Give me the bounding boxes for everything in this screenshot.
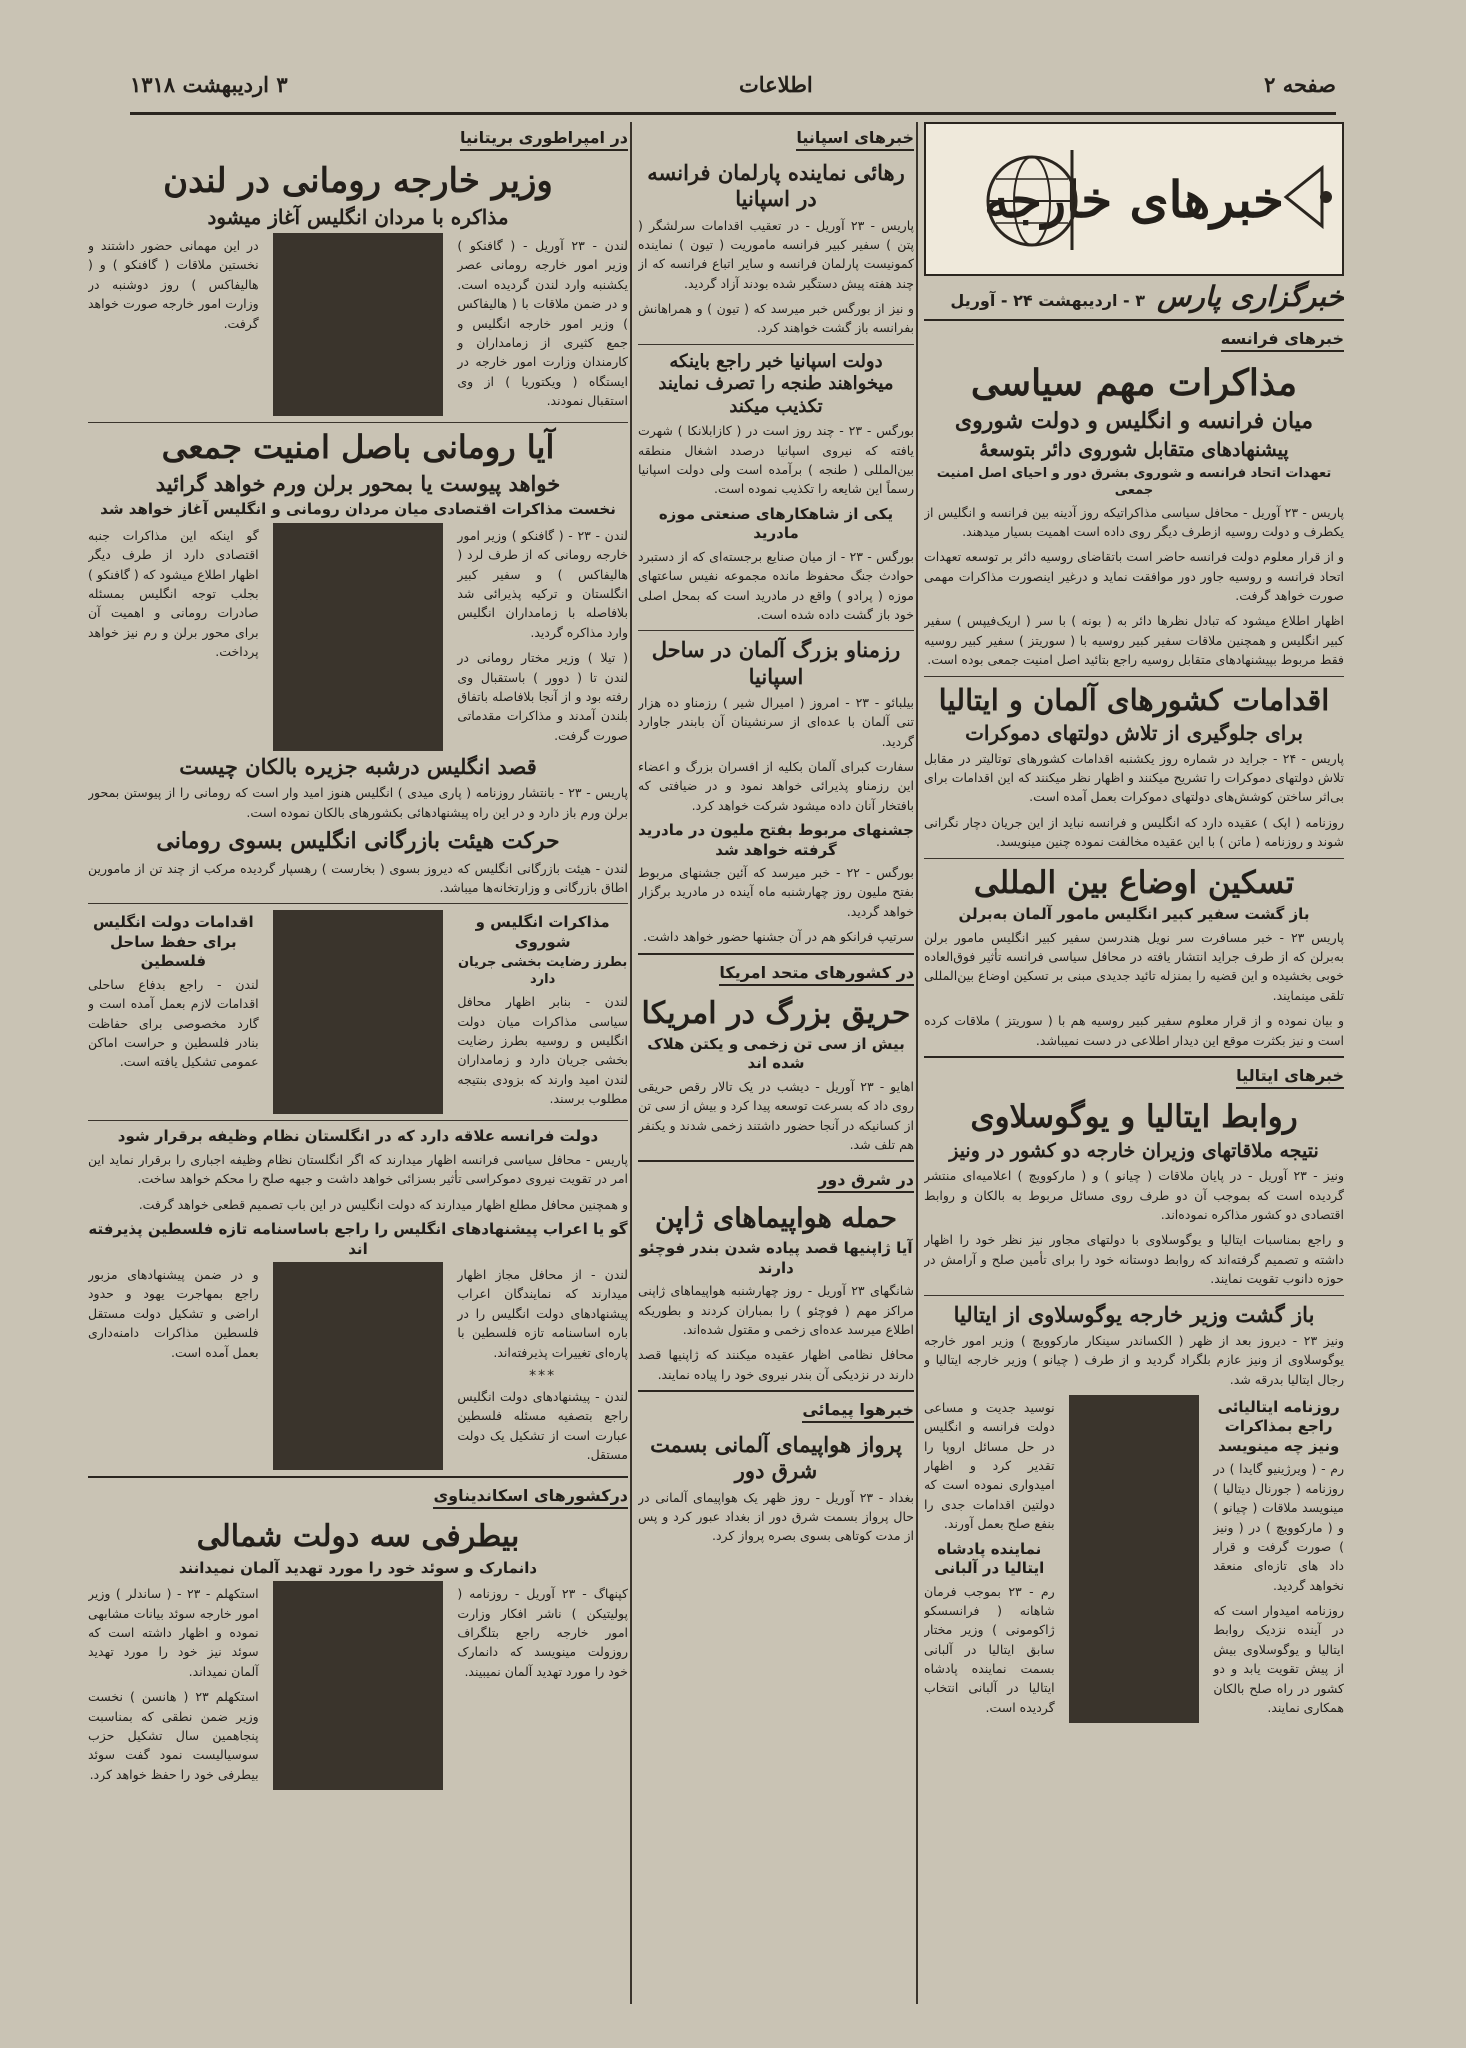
section-tag-italy: خبرهای ایتالیا — [1236, 1064, 1344, 1089]
article-paragraph: پاریس - ۲۳ آوریل - محافل سیاسی مذاکراتیکه روز آدینه بین فرانسه و انگلیس از یکطرف و دولت روسیه ازطرف دیگر روی داده است اهمیت بسیار میدهند. — [924, 504, 1344, 539]
article-paragraph: اهایو - ۲۳ آوریل - دیشب در یک تالار رقص حریقی روی داد که بسرعت توسعه پیدا کرد و بیش از سی تن از کسانیکه در آنجا حضور داشتند زخمی شدند و یکنفر هم تلف شد. — [638, 1078, 914, 1153]
headline-italy: روابط ایتالیا و یوگوسلاوی — [970, 1098, 1298, 1135]
article-paragraph: سرتیپ فرانکو هم در آن جشنها حضور خواهد داشت. — [643, 929, 914, 945]
bottom-split — [924, 1395, 1344, 1723]
article-paragraph: لندن - بنابر اظهار محافل سیاسی مذاکرات میان دولت انگلیس و روسیه بطرز رضایت بخشی جریان دارد و زمامداران لندن امید وارند که بزودی بنتیجه مطلوب برسند. — [457, 994, 628, 1107]
divider — [638, 630, 914, 631]
left-column — [88, 122, 628, 2004]
headline-germany-italy: اقدامات کشورهای آلمان و ایتالیا — [938, 682, 1330, 717]
article-paragraph: ونیز ۲۳ - دیروز بعد از ظهر ( الکساندر سینکار مارکوویچ ) وزیر امور خارجه یوگوسلاوی از ونیز عازم بلگراد گردید و از طرف ( چیانو ) وزیر خارجه ایتالیا و رجال ایتالیا بدرقه شد. — [924, 1332, 1344, 1387]
headline-arabs: گو یا اعراب پیشنهادهای انگلیس را راجع باساسنامه تازه فلسطین پذیرفته اند — [88, 1220, 628, 1258]
article-paragraph: استکهلم ۲۳ ( هانسن ) نخست وزیر ضمن نطقی که بمناسبت پنجاهمین سال تشکیل حزب سوسیالیست نمود گفت سوئد بیطرفی خود را حفظ خواهد کرد. — [88, 1689, 259, 1782]
headline-return: باز گشت وزیر خارجه یوگوسلاوی از ایتالیا — [953, 1301, 1315, 1327]
two-col-block — [88, 1262, 628, 1470]
foreign-news-masthead — [924, 122, 1344, 276]
headline-warship: رزمناو بزرگ آلمان در ساحل اسپانیا — [651, 637, 901, 689]
header-rule — [130, 112, 1336, 115]
article-paragraph: و راجع بمناسبات ایتالیا و یوگوسلاوی با دولتهای مجاور نیز نظر خود را اظهار داشته و تصمیم گرفته‌اند که روابط دوستانه خود را برای تأمین صلح و آرامش در حوزه دانوب تقویت نمایند. — [924, 1232, 1344, 1287]
column-rule — [630, 122, 632, 2004]
subhead-collective-security: خواهد پیوست یا بمحور برلن ورم خواهد گرائید — [155, 471, 561, 497]
headline-king-rep: نماینده پادشاه ایتالیا در آلبانی — [934, 1539, 1045, 1577]
agency-line — [924, 280, 1344, 313]
headline-negotiations: مذاکرات مهم سیاسی — [970, 362, 1298, 404]
section-tag-scandinavia: درکشورهای اسکاندیناوی — [433, 1484, 628, 1509]
article-paragraph: پاریس - ۲۴ - جراید در شماره روز یکشنبه اقدامات کشورهای توتالیتر در مقابل تلاش دولتهای دموکرات را تشریح میکنند و اظهار نظر میکنند که این اقدامات برای بی‌اثر ساختن کوشش‌های دولتهای دموکرات بعمل آمده است. — [924, 750, 1344, 805]
article-paragraph: روزنامه امیدوار است که در آینده نزدیک روابط ایتالیا و یوگوسلاوی بیش از پیش تقویت یابد و دو کشور در راه صلح بالکان همکاری نمایند. — [1213, 1603, 1344, 1715]
article-paragraph: روزنامه ( اپک ) عقیده دارد که انگلیس و فرانسه نباید از این جریان دچار نگرانی شوند و روزنامه ( ماتن ) با این عقیده مخالفت نموده چنین مینویسد. — [924, 814, 1344, 850]
article-paragraph: استکهلم - ۲۳ - ( ساندلر ) وزیر امور خارجه سوئد بیانات مشابهی نموده و اظهار داشته است که سوئد نیز خود را مورد تهدید آلمان نمیداند. — [88, 1586, 259, 1679]
split-rule — [273, 233, 444, 416]
subhead-fire: بیش از سی تن زخمی و یکتن هلاک شده اند — [647, 1034, 905, 1073]
headline-fire: حریق بزرگ در امریکا — [641, 995, 911, 1031]
article-paragraph: لندن - پیشنهادهای دولت انگلیس راجع بتصفیه مسئله فلسطین عبارت است از تشکیل یک دولت مستقل. — [457, 1388, 628, 1463]
agency-name: خبرگزاری پارس — [1157, 280, 1344, 313]
article-paragraph: بغداد - ۲۳ آوریل - روز ظهر یک هواپیمای آلمانی در حال پرواز بسمت شرق دور از بغداد عبور کرد و پس از مدت کوتاهی بسوی بصره پرواز کرد. — [638, 1489, 914, 1544]
article-paragraph: لندن - هیئت بازرگانی انگلیس که دیروز بسوی ( بخارست ) رهسپار گردیده مرکب از چند تن از مامورین اطاق بازرگانی و وزارتخانه‌ها میباشد. — [88, 860, 628, 895]
article-paragraph: و از قرار معلوم دولت فرانسه حاضر است باتقاضای روسیه دائر بر توسعه تعهدات اتحاد فرانسه و روسیه جاور دور موافقت نماید و درغیر اینصورت مذاکرات مهمی صورت خواهد گرفت. — [924, 549, 1344, 603]
headline-calm: تسکین اوضاع بین المللی — [973, 864, 1295, 901]
article-paragraph: و بیان نموده و از قرار معلوم سفیر کبیر روسیه هم با ( سوریتز ) ملاقات کرده است و نیز بکثرت موقع این دیدار اطلاعی در دست نمیباشد. — [924, 1013, 1344, 1048]
gramophone-horn-icon — [1282, 162, 1336, 232]
issue-date: ۳ اردیبهشت ۱۳۱۸ — [130, 71, 288, 97]
subhead-romania-london: مذاکره با مردان انگلیس آغاز میشود — [207, 205, 509, 230]
headline-soviet: مذاکرات انگلیس و شوروی — [475, 913, 610, 951]
article-paragraph: پاریس - ۲۳ آوریل - در تعقیب اقدامات سرلشگر ( پتن ) سفیر کبیر فرانسه ماموریت ( تیون ) نماینده کمونیست پارلمان فرانسه و سایر اتباع فرانسه که از چند هفته پیش دستگیر شده بودند آزاد گردید. — [638, 217, 914, 291]
split-right — [1213, 1395, 1344, 1723]
article-paragraph: پاریس - محافل سیاسی فرانسه اظهار میدارند که اگر انگلستان نظام وظیفه اجباری را برقرار نماید این امر در تقویت نیروی دموکراسی تأثیر بسزائی خواهد داشت و جبهه صلح را محکم خواهد ساخت. — [88, 1151, 628, 1187]
subhead-germany-italy: برای جلوگیری از تلاش دولتهای دموکرات — [965, 720, 1303, 745]
section-tag-spain: خبرهای اسپانیا — [796, 126, 914, 151]
article-paragraph: در این مهمانی حضور داشتند و نخستین ملاقات ( گافنکو ) و ( هالیفاکس ) روز دوشنبه در وزارت امور خارجه صورت خواهد گرفت. — [88, 238, 259, 331]
subhead-italy: نتیجه ملاقاتهای وزیران خارجه دو کشور در ونیز — [949, 1139, 1319, 1162]
subhead-soviet: بطرز رضایت بخشی جریان دارد — [458, 955, 628, 988]
article-paragraph: رم - ۲۳ بموجب فرمان شاهانه ( فرانسسکو ژاکومونی ) وزیر مختار سابق ایتالیا در آلبانی بسمت نماینده پادشاه ایتالیا در آلبانی انتخاب گردیده است. — [924, 1583, 1055, 1715]
agency-dateline: ۳ - اردیبهشت ۲۴ - آوریل — [950, 291, 1146, 310]
headline-flight: پرواز هواپیمای آلمانی بسمت شرق دور — [650, 1432, 902, 1484]
article-paragraph: لندن - ۲۳ آوریل - ( گافنکو ) وزیر امور خارجه رومانی عصر یکشنبه وارد لندن گردیده است. و در ضمن ملاقات با ( هالیفاکس ) وزیر امور خارجه انگلیس و جمع کثیری از زمامداران و کارمندان وزارت امور خارجه در ایستگاه ( ویکتوریا ) از وی استقبال نمودند. — [457, 238, 628, 409]
two-col-block — [88, 523, 628, 751]
headline-palestine-coast: اقدامات دولت انگلیس برای حفظ ساحل فلسطین — [92, 913, 254, 971]
article-paragraph: ونیز - ۲۳ آوریل - در پایان ملاقات ( چیانو ) و ( مارکوویچ ) اعلامیه‌ای منتشر گردیده است که بموجب آن دو طرف روی مسائل مربوط به بالکان و روابط اقتصادی دو کشور مذاکره نموده‌اند. — [924, 1168, 1344, 1222]
page-number: صفحه ۲ — [1264, 71, 1336, 97]
subhead-negotiations: میان فرانسه و انگلیس و دولت شوروی — [954, 408, 1314, 435]
article-paragraph: گو اینکه این مذاکرات جنبه اقتصادی دارد از طرف دیگر اظهار اطلاع میشود که ( گافنکو ) بجلب توجه انگلیس بمسئله صادرات رومانی و اهمیت آن برای محور برلن و رم نیز خواهد پرداخت. — [88, 527, 259, 660]
section-tag-aviation: خبرهوا پیمائی — [802, 1398, 914, 1423]
article-paragraph: پاریس ۲۳ - خبر مسافرت سر نویل هندرسن سفیر کبیر انگلیس مامور برلن به‌برلن که از طرف جراید انتشار یافته در محافل سیاسی فرانسه تأثیر فوق‌العاده خوبی بخشیده و این قضیه را بمنزله تائید جدیدی مبنی بر تسکین اوضاع بین‌المللی تلقی مینمایند. — [924, 929, 1344, 1003]
headline-balkans: قصد انگلیس درشبه جزیره بالکان چیست — [179, 754, 537, 780]
article-paragraph: و همچنین محافل مطلع اظهار میدارند که دولت انگلیس در این باب تصمیم قطعی خواهد گرفت. — [138, 1196, 628, 1212]
article-paragraph: بورگس - ۲۳ - چند روز است در ( کازابلانکا ) شهرت یافته که نیروی اسپانیا درصدد اشغال منطقه بین‌المللی ( طنجه ) برآمده است ولی دولت اسپانیا رسماً این شایعه را تکذیب نموده است. — [638, 423, 914, 497]
headline-collective-security: آیا رومانی باصل امنیت جمعی — [161, 428, 555, 467]
article-paragraph: لندن - راجع بدفاع ساحلی اقدامات لازم بعمل آمده است و گارد مخصوصی برای حفاظت بنادر فلسطین و حراست اماکن عمومی تشکیل یافته است. — [88, 976, 259, 1070]
headline-museum: یکی از شاهکارهای صنعتی موزه مادرید — [658, 504, 894, 543]
globe-icon — [972, 146, 1092, 256]
right-column — [924, 122, 1344, 2004]
separator-stars: *** — [529, 1367, 557, 1384]
subhead-collective-security-2: نخست مذاکرات اقتصادی میان مردان رومانی و انگلیس آغاز خواهد شد — [100, 500, 616, 519]
headline-neutrality: بیطرفی سه دولت شمالی — [196, 1519, 520, 1555]
article-paragraph: بورگس - ۲۲ - خبر میرسد که آئین جشنهای مربوط بفتح ملیون روز چهارشنبه ماه آینده در مادرید برگزار خواهد گردید. — [638, 865, 914, 919]
article-paragraph: و در ضمن پیشنهادهای مزبور راجع بمهاجرت یهود و حدود اراضی و تشکیل دولت مستقل فلسطین مذاکرات دامنه‌داری بعمل آمده است. — [88, 1267, 259, 1360]
split-rule — [273, 1581, 444, 1790]
section-tag-france: خبرهای فرانسه — [1221, 327, 1344, 352]
article-paragraph: بورگس - ۲۳ - از میان صنایع برجسته‌ای که از دستبرد حوادث جنگ محفوظ مانده مجموعه نفیس ساعتهای موزه ( پرادو ) واقع در مادرید است که بمحل اصلی خود باز گشت داده شده است. — [638, 548, 914, 622]
headline-italian-press: روزنامه ایتالیائی راجع بمذاکرات ونیز چه مینویسد — [1217, 1397, 1340, 1455]
split-rule — [273, 523, 444, 751]
article-paragraph: و نیز از بورگس خبر میرسد که ( تیون ) و همراهانش بفرانسه باز گشت خواهند کرد. — [638, 301, 914, 336]
article-paragraph: ( تیلا ) وزیر مختار رومانی در لندن تا ( دوور ) باستقبال وی رفته بود و از آنجا بلافاصله باتفاق بلندن آمدند و مذاکرات مقدماتی صورت گرفت. — [457, 650, 628, 743]
article-paragraph: لندن - ۲۳ - ( گافنکو ) وزیر امور خارجه رومانی که از طرف لرد ( هالیفاکس ) و سفیر کبیر انگلستان و ترکیه پذیرائی شد بلافاصله با زمامداران انگلیس وارد مذاکره گردید. — [457, 527, 628, 640]
two-col-block — [88, 1581, 628, 1790]
article-paragraph: بیلبائو - ۲۳ - امروز ( امیرال شیر ) رزمناو ده هزار تنی آلمان با عده‌ای از سرنشینان آن بابندر جاوارد گردید. — [638, 694, 914, 749]
section-tag-far-east: در شرق دور — [818, 1168, 914, 1193]
page-header — [130, 64, 1336, 104]
divider — [638, 344, 914, 345]
subhead-air-attack: آیا ژاپنیها قصد پیاده شدن بندر فوچئو دارند — [639, 1239, 913, 1277]
divider — [924, 858, 1344, 859]
subhead-calm: باز گشت سفیر کبیر انگلیس مامور آلمان به‌برلن — [958, 905, 1310, 924]
two-col-block — [88, 233, 628, 416]
column-rule — [916, 122, 918, 2004]
subhead-negotiations-3: تعهدات اتحاد فرانسه و شوروی بشرق دور و احیای اصل امنیت جمعی — [936, 465, 1332, 498]
headline-romania-london: وزیر خارجه رومانی در لندن — [163, 161, 553, 201]
article-paragraph: لندن - از محافل مجاز اظهار میدارند که نمایندگان اعراب پیشنهادهای دولت انگلیس را در باره اساسنامه تازه فلسطین با پاره‌ای تغییرات پذیرفته‌اند. — [457, 1267, 628, 1360]
article-paragraph: محافل نظامی اظهار عقیده میکنند که ژاپنیها قصد دارند در نزدیکی آن بندر نیروی خود را پیاده نمایند. — [638, 1347, 914, 1382]
divider — [924, 676, 1344, 677]
article-paragraph: اظهار اطلاع میشود که تبادل نظرها دائر به ( بونه ) با سر ( اریک‌فیپس ) سفیر کبیر انگلیس و همچنین ملاقات سفیر کبیر روسیه با ( سوریتز ) سفیر کبیر روسیه فقط مربوط بپیشنهادهای متقابل روسیه راجع بتائید اصل امنیت جمعی بوده است. — [924, 613, 1344, 668]
article-paragraph: سفارت کبرای آلمان بکلیه از افسران بزرگ و اعضاء این رزمناو پذیرائی خواهد نمود و در ضیافتی که بافتخار آنان داده میشود شرکت خواهد کرد. — [638, 758, 914, 813]
headline-air-attack: حمله هواپیماهای ژاپن — [655, 1203, 897, 1235]
divider — [88, 422, 628, 423]
middle-column — [638, 122, 914, 2004]
subhead-neutrality: دانمارک و سوئد خود را مورد تهدید آلمان نمیدانند — [178, 1558, 538, 1577]
article-paragraph: پاریس - ۲۳ - بانتشار روزنامه ( پاری میدی ) انگلیس هنوز امید وار است که رومانی را از پیوستن بمحور برلن ورم باز دارد و در این راه پیشنهادهائی بکشورهای بالکان نموده است. — [88, 785, 628, 820]
article-paragraph: نوسید جدیت و مساعی دولت فرانسه و انگلیس در حل مسائل اروپا را تقدیر کرد و اظهار امیدواری نموده است که دولتین اقدامات جدی را بنفع صلح بعمل آورند. — [924, 1399, 1055, 1532]
subhead-negotiations-2: پیشنهادهای متقابل شوروی دائر بتوسعهٔ — [979, 438, 1289, 461]
two-col-block — [88, 910, 628, 1114]
split-rule — [273, 910, 444, 1114]
divider — [924, 1295, 1344, 1296]
masthead-title: خبرهای خارجه — [984, 169, 1284, 229]
headline-tangier: دولت اسپانیا خبر راجع باینکه میخواهند طنجه را تصرف نمایند تکذیب میکند — [658, 350, 894, 417]
headline-trade-mission: حرکت هیئت بازرگانی انگلیس بسوی رومانی — [156, 828, 560, 855]
paper-name: اطلاعات — [738, 71, 813, 97]
divider — [88, 903, 628, 904]
split-left — [924, 1395, 1055, 1723]
split-rule — [273, 1262, 444, 1470]
headline-conscription: دولت فرانسه علاقه دارد که در انگلستان نظام وظیفه برقرار شود — [117, 1127, 599, 1146]
headline-celebration: جشنهای مربوط بفتح ملیون در مادرید گرفته خواهد شد — [638, 821, 914, 859]
divider — [88, 1120, 628, 1121]
section-tag-america: در کشورهای متحد امریکا — [719, 961, 914, 986]
section-tag-empire: در امپراطوری بریتانیا — [460, 126, 628, 151]
article-paragraph: رم - ( ویرژینیو گایدا ) در روزنامه ( جورنال دیتالیا ) مینویسد ملاقات ( چیانو ) و ( مارکوویچ ) در ( ونیز ) صورت گرفت و قرار داد های تازه‌ای منعقد نخواهد گردید. — [1213, 1461, 1344, 1593]
headline-release: رهائی نماینده پارلمان فرانسه در اسپانیا — [647, 160, 905, 212]
article-paragraph: کپنهاگ - ۲۳ آوریل - روزنامه ( پولیتیکن ) ناشر افکار وزارت امور خارجه راجع بتلگراف روزولت مینویسد که دانمارک خود را مورد تهدید آلمان نمیبیند. — [457, 1586, 628, 1679]
split-rule — [1069, 1395, 1200, 1723]
article-paragraph: شانگهای ۲۳ آوریل - روز چهارشنبه هواپیماهای ژاپنی مراکز مهم ( فوچئو ) را بمباران کردند و بطوریکه اطلاع میرسد عده‌ای زخمی و مقتول شده‌اند. — [638, 1283, 914, 1337]
